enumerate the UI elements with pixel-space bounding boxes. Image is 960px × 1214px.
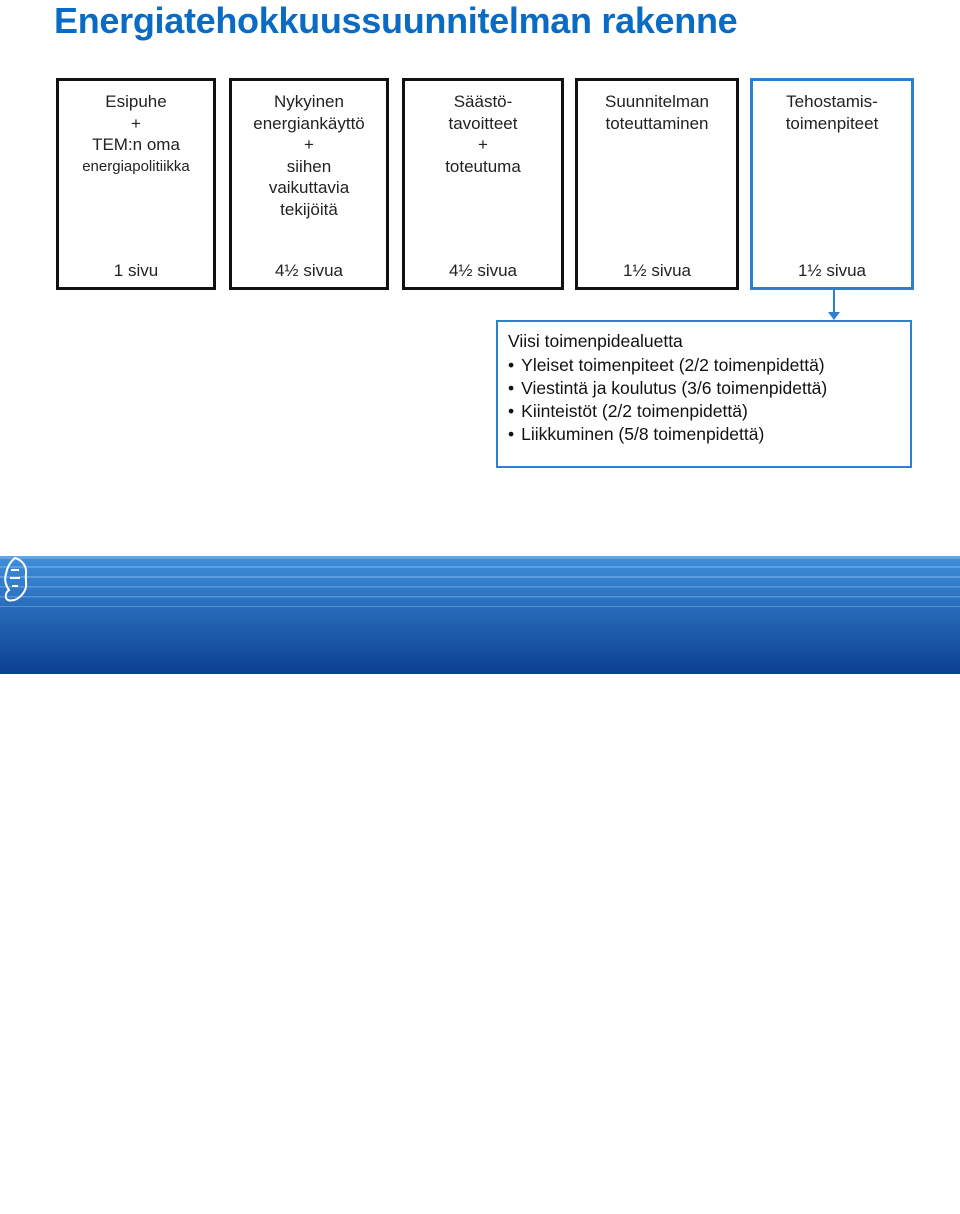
box-line: TEM:n oma <box>92 135 180 154</box>
box-line: tavoitteet <box>448 113 518 133</box>
page-title: Energiatehokkuussuunnitelman rakenne <box>54 0 738 41</box>
structure-box-measures <box>750 78 914 290</box>
box-line: energiankäyttö <box>253 113 365 133</box>
box-line: tekijöitä <box>280 199 338 219</box>
structure-box-savings-targets <box>402 78 564 290</box>
list-item: • Viestintä ja koulutus (3/6 toimenpidettä) <box>508 377 910 400</box>
list-item: • Kiinteistöt (2/2 toimenpidettä) <box>508 400 910 423</box>
box-line: toteutuma <box>445 156 521 176</box>
box-line: Suunnitelman <box>605 92 709 111</box>
box-line: Säästö- <box>453 92 513 111</box>
box-line: siihen <box>286 156 332 176</box>
measures-detail-box <box>496 320 912 468</box>
box-line: + <box>304 135 314 154</box>
ministry-line: ARBETS- OCH NÄRINGSMINISTERIET <box>399 1182 563 1193</box>
box-text <box>59 91 213 177</box>
list-item: • Yleiset toimenpiteet (2/2 toimenpidettä) <box>508 354 910 377</box>
box-line: toimenpiteet <box>785 113 879 133</box>
box-line: vaikuttavia <box>268 178 350 197</box>
ministry-line: TYÖ- JA ELINKEINOMINISTERIÖ <box>411 1172 551 1182</box>
box-line: Nykyinen <box>274 92 344 111</box>
box-line: Esipuhe <box>105 92 167 111</box>
detail-list <box>508 354 910 446</box>
box-text <box>753 91 911 134</box>
box-line: Tehostamis- <box>786 92 878 111</box>
ministry-name <box>376 1172 586 1214</box>
page-count: 1½ sivua <box>622 261 692 280</box>
footer-banner <box>0 556 960 1214</box>
box-line: + <box>131 113 141 133</box>
structure-box-current-use <box>229 78 389 290</box>
page-count: 4½ sivua <box>448 261 518 280</box>
box-line: toteuttaminen <box>605 113 709 133</box>
page-count: 1½ sivua <box>797 261 867 280</box>
ministry-lion-logo <box>0 556 30 604</box>
ministry-line: MINISTRY OF EMPLOYMENT AND THE ECONOMY <box>398 1193 564 1214</box>
page-count: 4½ sivua <box>274 261 344 280</box>
box-line: energiapolitiikka <box>82 157 190 175</box>
structure-box-implementation <box>575 78 739 290</box>
structure-box-foreword <box>56 78 216 290</box>
list-item: • Liikkuminen (5/8 toimenpidettä) <box>508 423 910 446</box>
detail-heading: Viisi toimenpidealuetta <box>508 331 683 351</box>
box-line: + <box>478 135 488 154</box>
footer-stripes <box>0 556 960 674</box>
page-count: 1 sivu <box>113 261 159 280</box>
box-text <box>578 91 736 134</box>
box-text <box>405 91 561 177</box>
box-text <box>232 91 386 220</box>
